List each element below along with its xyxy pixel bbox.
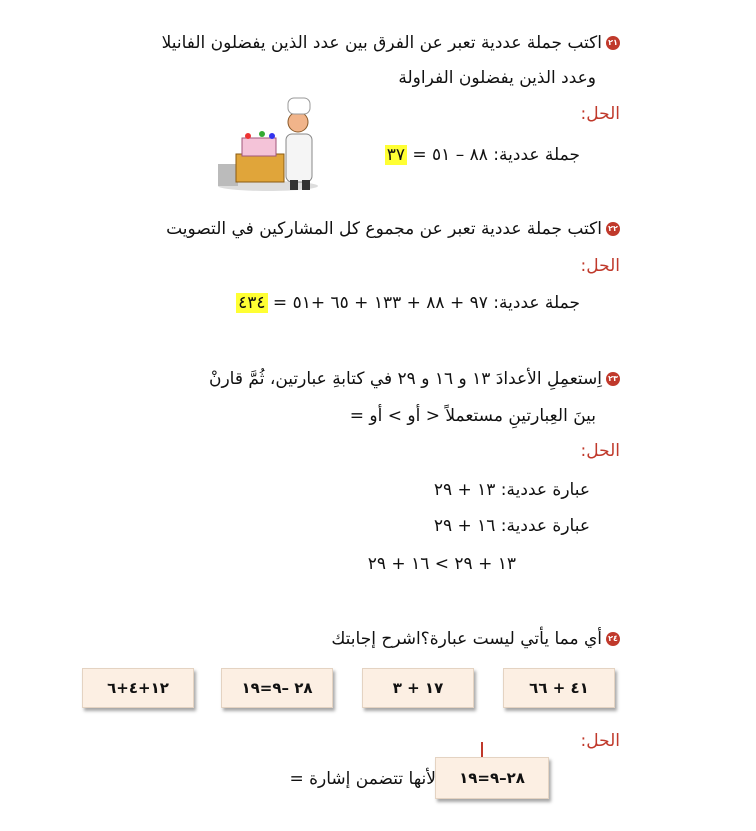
q24-number-badge: ٢٤ — [606, 632, 620, 646]
q22-solution-label: الحل: — [580, 256, 620, 276]
q21-solution-label: الحل: — [580, 104, 620, 124]
q23-line1 — [209, 368, 620, 390]
q22-answer: ٤٣٤ — [238, 293, 266, 313]
q21-line2: وعدد الذين يفضلون الفراولة — [398, 68, 596, 88]
chef-illustration — [208, 94, 328, 194]
q24-solution-label: الحل: — [580, 731, 620, 751]
q21-equation — [385, 144, 580, 166]
option-box-1[interactable]: ٤١ + ٦٦ — [503, 668, 615, 708]
q21-answer: ٣٧ — [386, 145, 405, 165]
q24-answer-box: ٢٨–٩=١٩ — [435, 757, 549, 799]
q24-explanation: لأنها تتضمن إشارة = — [289, 769, 436, 789]
q22-equation-prefix: جملة عددية: ٩٧ + ٨٨ + ١٣٣ + ٦٥ +٥١ = — [272, 293, 580, 313]
q22-text: اكتب جملة عددية تعبر عن مجموع كل المشاركين في التصويت — [166, 219, 602, 239]
q21-equation-prefix: جملة عددية: ٨٨ – ٥١ = — [412, 145, 580, 165]
q23-line2: بينَ العِبارتينِ مستعملاً < أو > أو = — [349, 406, 596, 426]
q24-line1 — [331, 628, 620, 650]
q23-number-badge: ٢٣ — [606, 372, 620, 386]
option-box-3[interactable]: ٢٨ –٩=١٩ — [221, 668, 333, 708]
q21-text: اكتب جملة عددية تعبر عن الفرق بين عدد الذين يفضلون الفانيلا — [161, 33, 602, 53]
q22-equation — [236, 292, 580, 314]
q23-expression-2: عبارة عددية: ١٦ + ٢٩ — [433, 516, 590, 536]
q23-expression-1: عبارة عددية: ١٣ + ٢٩ — [433, 480, 590, 500]
q22-line1 — [166, 218, 620, 240]
q23-text: اِستعمِلِ الأعدادَ ١٣ و ١٦ و ٢٩ في كتابةِ عبارتين، ثُمَّ قارنْ — [208, 369, 602, 389]
q22-number-badge: ٢٢ — [606, 222, 620, 236]
q23-comparison: ١٣ + ٢٩ > ١٦ + ٢٩ — [367, 554, 516, 574]
q23-solution-label: الحل: — [580, 441, 620, 461]
q21-line1 — [162, 32, 620, 54]
q21-number-badge: ٢١ — [606, 36, 620, 50]
option-box-2[interactable]: ١٧ + ٣ — [362, 668, 474, 708]
q24-text: أي مما يأتي ليست عبارة؟اشرح إجابتك — [331, 629, 602, 649]
option-box-4[interactable]: ١٢+٤+٦ — [82, 668, 194, 708]
